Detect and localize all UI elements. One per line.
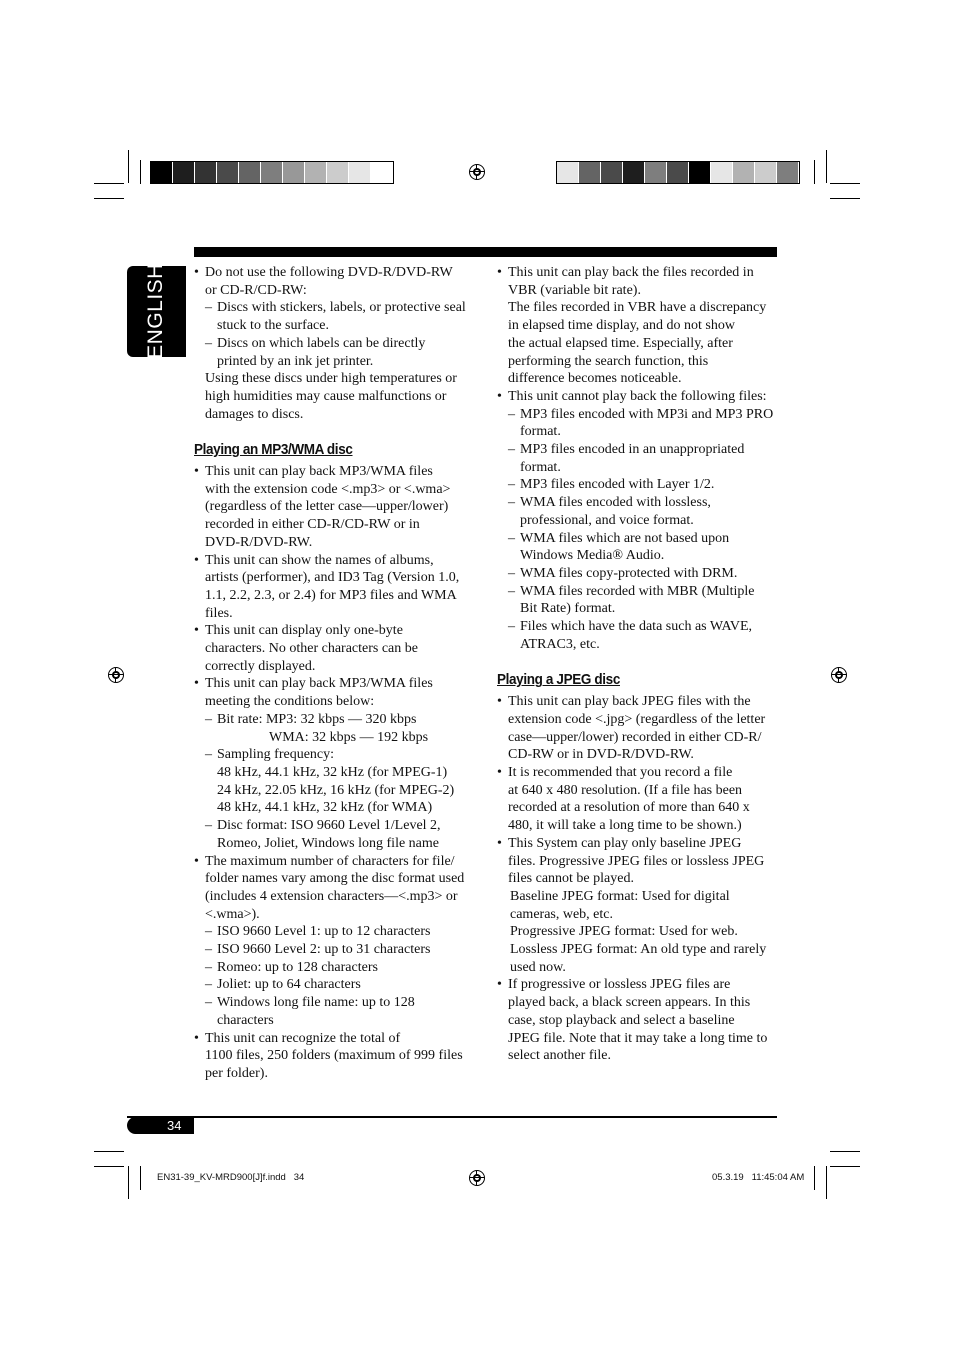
crop-mark [826,150,827,183]
color-swatch [623,162,645,183]
color-swatch [557,162,579,183]
list-item: – Sampling frequency: 48 kHz, 44.1 kHz, 32 kHz (for MPEG-1) 24 kHz, 22.05 kHz, 16 kHz (for MPEG-2) 48 kHz, 44.1 kHz, 32 kHz (for WMA) [194,746,476,817]
list-item: • The maximum number of characters for file/ folder names vary among the disc format used (includes 4 extension characters—<.mp3> or <.wma>). [194,853,476,924]
color-swatch [217,162,239,183]
list-item: • This unit can play back MP3/WMA files meeting the conditions below: [194,675,476,710]
header-rule [194,247,777,257]
right-column [497,264,779,1065]
list-item: – WMA files copy-protected with DRM. [497,565,779,583]
registration-mark-icon [108,667,124,683]
footer-file: EN31-39_KV-MRD900[J]f.indd 34 [157,1172,305,1183]
crop-mark [830,1166,860,1167]
crop-mark [830,1151,860,1152]
footer-rule [127,1116,777,1118]
color-swatch [151,162,173,183]
registration-mark-icon [831,667,847,683]
page-number: 34 [167,1118,182,1133]
list-item: • This unit can display only one-byte characters. No other characters can be correctly displayed. [194,622,476,675]
color-swatch [579,162,601,183]
list-item: – Bit rate: MP3: 32 kbps — 320 kbps [194,711,476,729]
crop-mark [814,160,815,184]
list-item: – ISO 9660 Level 2: up to 31 characters [194,941,476,959]
crop-mark [94,183,124,184]
list-item: – WMA files encoded with lossless, professional, and voice format. [497,494,779,529]
list-item: • This unit can show the names of albums, artists (performer), and ID3 Tag (Version 1.0, 1.1, 2.2, 2.3, or 2.4) for MP3 files and WMA files. [194,552,476,623]
color-calibration-bar-right [556,161,800,184]
paragraph: The files recorded in VBR have a discrepancy in elapsed time display, and do not show the actual elapsed time. Especially, after performing the search function, this difference becomes noticeable. [508,300,767,387]
crop-mark [128,1166,129,1199]
color-swatch [601,162,623,183]
list-item: – Romeo: up to 128 characters [194,959,476,977]
crop-mark [128,150,129,183]
list-item: – MP3 files encoded with Layer 1/2. [497,476,779,494]
crop-mark [140,1166,141,1190]
section-heading-jpeg: Playing a JPEG disc [497,671,620,689]
crop-mark [826,1166,827,1199]
list-item: – WMA files recorded with MBR (Multiple Bit Rate) format. [497,583,779,618]
crop-mark [94,1166,124,1167]
list-item: • If progressive or lossless JPEG files are played back, a black screen appears. In this case, stop playback and select a baseline JPEG file. Note that it may take a long time to select another file. [497,976,779,1065]
list-item: – Joliet: up to 64 characters [194,976,476,994]
list-item: – MP3 files encoded in an unappropriated format. [497,441,779,476]
color-swatch [777,162,799,183]
color-swatch [283,162,305,183]
footer-timestamp: 05.3.19 11:45:04 AM [712,1172,805,1183]
color-swatch [239,162,261,183]
crop-mark [94,1151,124,1152]
registration-mark-icon [469,1170,485,1186]
list-item: • This unit can recognize the total of 1100 files, 250 folders (maximum of 999 files per folder). [194,1030,476,1083]
list-item: – WMA files which are not based upon Windows Media® Audio. [497,530,779,565]
crop-mark [830,183,860,184]
color-swatch [711,162,733,183]
language-tab-label: ENGLISH [144,263,167,359]
registration-mark-icon [469,164,485,180]
list-item: • This unit can play back MP3/WMA files with the extension code <.mp3> or <.wma> (regardless of the letter case—upper/lower) recorded in either CD-R/CD-RW or in DVD-R/DVD-RW. [194,463,476,552]
color-swatch [305,162,327,183]
crop-mark [94,198,124,199]
paragraph: Baseline JPEG format: Used for digital cameras, web, etc. Progressive JPEG format: Used for web. Lossless JPEG format: An old type and rarely used now. [510,888,767,975]
crop-mark [140,160,141,184]
language-tab [127,263,186,359]
list-item: – Disc format: ISO 9660 Level 1/Level 2, Romeo, Joliet, Windows long file name [194,817,476,852]
color-swatch [327,162,349,183]
list-item: – Discs on which labels can be directly printed by an ink jet printer. [194,335,476,370]
list-item: – MP3 files encoded with MP3i and MP3 PRO format. [497,406,779,441]
color-swatch [195,162,217,183]
color-swatch [261,162,283,183]
paragraph: WMA: 32 kbps — 192 kbps [269,729,429,745]
color-swatch [173,162,195,183]
color-swatch [755,162,777,183]
paragraph: Using these discs under high temperatures or high humidities may cause malfunctions or damages to discs. [205,371,457,422]
color-swatch [689,162,711,183]
color-swatch [645,162,667,183]
list-item: – Files which have the data such as WAVE, ATRAC3, etc. [497,618,779,653]
crop-mark [830,198,860,199]
color-swatch [667,162,689,183]
list-item: – Discs with stickers, labels, or protective seal stuck to the surface. [194,299,476,334]
list-item: – ISO 9660 Level 1: up to 12 characters [194,923,476,941]
color-swatch [349,162,371,183]
color-calibration-bar-left [150,161,394,184]
list-item: • This System can play only baseline JPEG files. Progressive JPEG files or lossless JPEG files cannot be played. [497,835,779,888]
crop-mark [814,1166,815,1190]
list-item: • This unit cannot play back the following files: [497,388,779,406]
color-swatch [371,162,393,183]
left-column [194,264,476,1083]
list-item: – Windows long file name: up to 128 characters [194,994,476,1029]
section-heading-mp3: Playing an MP3/WMA disc [194,441,353,459]
list-item: • This unit can play back the files recorded in VBR (variable bit rate). [497,264,779,299]
list-item: • Do not use the following DVD-R/DVD-RW or CD-R/CD-RW: [194,264,476,299]
list-item: • This unit can play back JPEG files with the extension code <.jpg> (regardless of the letter case—upper/lower) recorded in either CD-R/ CD-RW or in DVD-R/DVD-RW. [497,693,779,764]
color-swatch [733,162,755,183]
list-item: • It is recommended that you record a file at 640 x 480 resolution. (If a file has been recorded at a resolution of more than 640 x 480, it will take a long time to be shown.) [497,764,779,835]
page-number-badge [127,1117,194,1134]
